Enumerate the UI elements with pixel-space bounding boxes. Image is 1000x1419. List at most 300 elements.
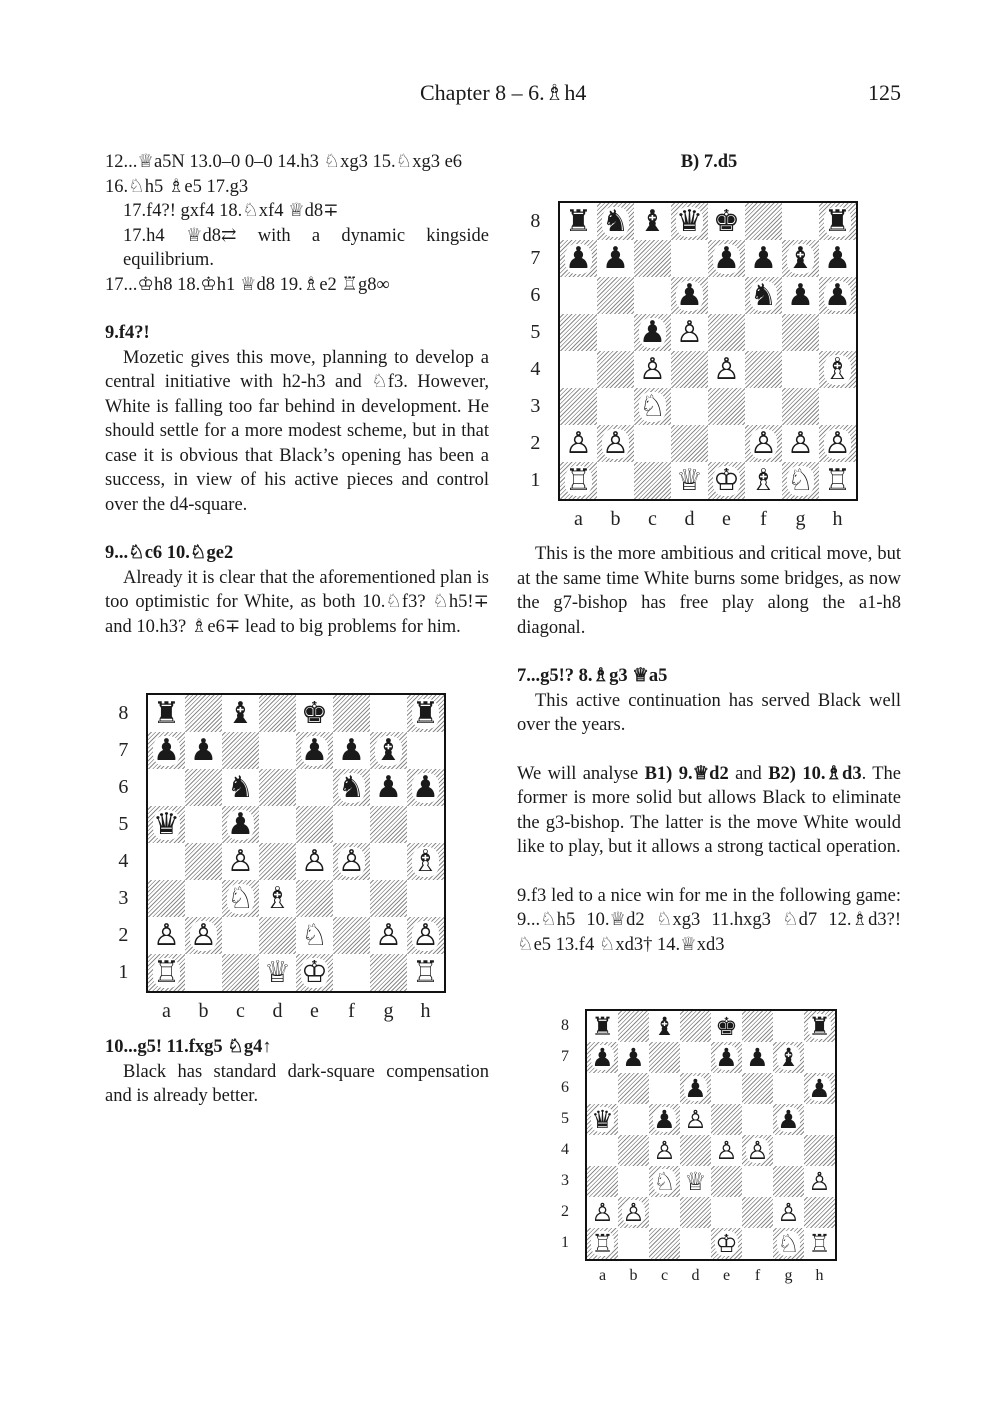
square-d3 bbox=[671, 388, 708, 425]
square-b8 bbox=[185, 695, 222, 732]
square-f4 bbox=[333, 843, 370, 880]
square-e1 bbox=[708, 462, 745, 499]
notation-line: 16.♘h5 ♗e5 17.g3 bbox=[105, 176, 249, 197]
square-e7 bbox=[711, 1042, 742, 1073]
file-label: e bbox=[310, 1000, 319, 1022]
square-b5 bbox=[618, 1104, 649, 1135]
chess-piece: ♞ bbox=[750, 277, 777, 313]
chess-piece: ♟ bbox=[375, 769, 402, 805]
square-e1 bbox=[711, 1228, 742, 1259]
square-d2 bbox=[680, 1197, 711, 1228]
square-h1 bbox=[819, 462, 856, 499]
chess-piece: ♙ bbox=[713, 351, 740, 387]
square-a1 bbox=[560, 462, 597, 499]
chess-piece: ♙ bbox=[622, 1198, 645, 1227]
chess-piece: ♟ bbox=[565, 240, 592, 276]
square-e6 bbox=[711, 1073, 742, 1104]
file-label: a bbox=[598, 1266, 607, 1284]
square-h8 bbox=[804, 1011, 835, 1042]
square-b2 bbox=[618, 1197, 649, 1228]
square-b3 bbox=[618, 1166, 649, 1197]
square-d8 bbox=[671, 203, 708, 240]
chess-piece: ♘ bbox=[227, 880, 254, 916]
square-b7 bbox=[597, 240, 634, 277]
file-label: d bbox=[684, 508, 695, 530]
square-h1 bbox=[407, 954, 444, 991]
square-f7 bbox=[745, 240, 782, 277]
square-c6 bbox=[649, 1073, 680, 1104]
square-a7 bbox=[148, 732, 185, 769]
chess-piece: ♜ bbox=[591, 1012, 614, 1041]
square-g5 bbox=[782, 314, 819, 351]
file-label: b bbox=[198, 1000, 209, 1022]
chess-piece: ♜ bbox=[808, 1012, 831, 1041]
chess-piece: ♖ bbox=[824, 462, 851, 498]
chess-piece: ♙ bbox=[639, 351, 666, 387]
square-g1 bbox=[782, 462, 819, 499]
rank-label: 7 bbox=[530, 247, 541, 269]
paragraph: This is the more ambitious and critical move, but at the same time White burns some bridges, as now the g7-bishop has free play along the a1-h8 diagonal. bbox=[517, 544, 901, 638]
square-a3 bbox=[587, 1166, 618, 1197]
rank-label: 2 bbox=[118, 924, 129, 946]
square-f6 bbox=[742, 1073, 773, 1104]
square-f8 bbox=[333, 695, 370, 732]
chess-piece: ♟ bbox=[591, 1043, 614, 1072]
chess-piece: ♖ bbox=[565, 462, 592, 498]
square-c3 bbox=[222, 880, 259, 917]
chess-piece: ♙ bbox=[777, 1198, 800, 1227]
square-g1 bbox=[370, 954, 407, 991]
square-f5 bbox=[745, 314, 782, 351]
square-e4 bbox=[711, 1135, 742, 1166]
square-c1 bbox=[222, 954, 259, 991]
square-h1 bbox=[804, 1228, 835, 1259]
square-g2 bbox=[370, 917, 407, 954]
square-f4 bbox=[745, 351, 782, 388]
square-c4 bbox=[634, 351, 671, 388]
paragraph-text: and bbox=[728, 763, 769, 784]
square-c2 bbox=[222, 917, 259, 954]
rank-label: 5 bbox=[118, 813, 129, 835]
square-g7 bbox=[370, 732, 407, 769]
square-h4 bbox=[804, 1135, 835, 1166]
chess-piece: ♙ bbox=[227, 843, 254, 879]
square-h4 bbox=[819, 351, 856, 388]
paragraph: This active continuation has served Black well over the years. bbox=[517, 690, 901, 735]
chess-piece: ♙ bbox=[190, 917, 217, 953]
square-d7 bbox=[671, 240, 708, 277]
square-a3 bbox=[560, 388, 597, 425]
square-f2 bbox=[745, 425, 782, 462]
square-a5 bbox=[148, 806, 185, 843]
chess-piece: ♝ bbox=[375, 732, 402, 768]
square-e1 bbox=[296, 954, 333, 991]
chess-board bbox=[558, 201, 858, 501]
square-h7 bbox=[804, 1042, 835, 1073]
square-c2 bbox=[634, 425, 671, 462]
square-h8 bbox=[407, 695, 444, 732]
rank-label: 6 bbox=[561, 1079, 570, 1097]
rank-label: 1 bbox=[561, 1234, 570, 1252]
square-g2 bbox=[782, 425, 819, 462]
rank-label: 6 bbox=[118, 776, 129, 798]
square-a8 bbox=[148, 695, 185, 732]
square-h6 bbox=[819, 277, 856, 314]
square-f7 bbox=[742, 1042, 773, 1073]
square-f8 bbox=[742, 1011, 773, 1042]
chess-piece: ♙ bbox=[301, 843, 328, 879]
square-b4 bbox=[597, 351, 634, 388]
square-d6 bbox=[259, 769, 296, 806]
square-e2 bbox=[296, 917, 333, 954]
square-e2 bbox=[708, 425, 745, 462]
notation-line: 17.h4 ♕d8⇄ with a dynamic kingside equilibrium. bbox=[123, 225, 489, 270]
chess-piece: ♝ bbox=[227, 695, 254, 731]
square-h5 bbox=[819, 314, 856, 351]
square-c6 bbox=[634, 277, 671, 314]
square-c8 bbox=[222, 695, 259, 732]
square-h2 bbox=[804, 1197, 835, 1228]
file-label: g bbox=[383, 1000, 394, 1022]
rank-label: 7 bbox=[118, 739, 129, 761]
chess-piece: ♟ bbox=[777, 1105, 800, 1134]
square-g3 bbox=[782, 388, 819, 425]
square-f3 bbox=[745, 388, 782, 425]
rank-label: 1 bbox=[118, 961, 129, 983]
square-c1 bbox=[649, 1228, 680, 1259]
square-d2 bbox=[259, 917, 296, 954]
chess-piece: ♗ bbox=[824, 351, 851, 387]
square-d4 bbox=[259, 843, 296, 880]
square-b8 bbox=[597, 203, 634, 240]
chess-piece: ♛ bbox=[676, 203, 703, 239]
square-b2 bbox=[597, 425, 634, 462]
square-e8 bbox=[711, 1011, 742, 1042]
square-f6 bbox=[745, 277, 782, 314]
square-b4 bbox=[185, 843, 222, 880]
file-label: a bbox=[162, 1000, 171, 1022]
square-f4 bbox=[742, 1135, 773, 1166]
square-g8 bbox=[370, 695, 407, 732]
square-b4 bbox=[618, 1135, 649, 1166]
chess-piece: ♟ bbox=[190, 732, 217, 768]
square-g4 bbox=[782, 351, 819, 388]
square-e4 bbox=[708, 351, 745, 388]
chess-piece: ♙ bbox=[591, 1198, 614, 1227]
square-g8 bbox=[773, 1011, 804, 1042]
chess-piece: ♝ bbox=[777, 1043, 800, 1072]
chess-piece: ♙ bbox=[824, 425, 851, 461]
chess-piece: ♔ bbox=[715, 1229, 738, 1258]
square-f1 bbox=[745, 462, 782, 499]
rank-label: 4 bbox=[118, 850, 129, 872]
file-label: g bbox=[784, 1266, 793, 1284]
square-d7 bbox=[259, 732, 296, 769]
file-label: b bbox=[629, 1266, 638, 1284]
rank-label: 2 bbox=[561, 1203, 570, 1221]
square-g1 bbox=[773, 1228, 804, 1259]
square-h6 bbox=[407, 769, 444, 806]
chess-piece: ♙ bbox=[750, 425, 777, 461]
rank-label: 1 bbox=[530, 469, 541, 491]
square-e3 bbox=[708, 388, 745, 425]
rank-label: 5 bbox=[530, 321, 541, 343]
square-d4 bbox=[671, 351, 708, 388]
rank-label: 3 bbox=[118, 887, 129, 909]
square-b7 bbox=[618, 1042, 649, 1073]
chess-piece: ♝ bbox=[639, 203, 666, 239]
square-g7 bbox=[782, 240, 819, 277]
chess-piece: ♔ bbox=[301, 954, 328, 990]
square-f2 bbox=[333, 917, 370, 954]
variation-link-b2: B2) 10.♗d3 bbox=[768, 763, 862, 784]
square-f3 bbox=[333, 880, 370, 917]
chess-piece: ♖ bbox=[591, 1229, 614, 1258]
rank-label: 5 bbox=[561, 1110, 570, 1128]
square-d2 bbox=[671, 425, 708, 462]
chess-piece: ♜ bbox=[565, 203, 592, 239]
square-e5 bbox=[296, 806, 333, 843]
square-d6 bbox=[671, 277, 708, 314]
chess-piece: ♘ bbox=[777, 1229, 800, 1258]
chess-piece: ♘ bbox=[639, 388, 666, 424]
square-e8 bbox=[708, 203, 745, 240]
square-h4 bbox=[407, 843, 444, 880]
square-g6 bbox=[773, 1073, 804, 1104]
chess-piece: ♞ bbox=[602, 203, 629, 239]
square-f6 bbox=[333, 769, 370, 806]
chess-piece: ♖ bbox=[153, 954, 180, 990]
chess-piece: ♕ bbox=[684, 1167, 707, 1196]
file-label: h bbox=[832, 508, 843, 530]
chess-piece: ♙ bbox=[375, 917, 402, 953]
square-g3 bbox=[370, 880, 407, 917]
left-column bbox=[105, 150, 489, 639]
chess-piece: ♜ bbox=[412, 695, 439, 731]
file-label: c bbox=[648, 508, 657, 530]
chess-piece: ♙ bbox=[565, 425, 592, 461]
chess-piece: ♙ bbox=[153, 917, 180, 953]
square-e5 bbox=[711, 1104, 742, 1135]
left-column-bottom bbox=[105, 1035, 489, 1109]
square-d6 bbox=[680, 1073, 711, 1104]
notation-line: 17...♔h8 18.♔h1 ♕d8 19.♗e2 ♖g8∞ bbox=[105, 274, 390, 295]
chess-board bbox=[585, 1009, 837, 1261]
square-a7 bbox=[560, 240, 597, 277]
square-d5 bbox=[259, 806, 296, 843]
square-c4 bbox=[649, 1135, 680, 1166]
move-heading: 9...♘c6 10.♘ge2 bbox=[105, 543, 234, 563]
square-a6 bbox=[587, 1073, 618, 1104]
file-label: c bbox=[236, 1000, 245, 1022]
rank-label: 3 bbox=[530, 395, 541, 417]
rank-label: 8 bbox=[118, 702, 129, 724]
square-h8 bbox=[819, 203, 856, 240]
chess-piece: ♟ bbox=[412, 769, 439, 805]
chess-piece: ♙ bbox=[684, 1105, 707, 1134]
square-h7 bbox=[407, 732, 444, 769]
rank-label: 6 bbox=[530, 284, 541, 306]
chess-piece: ♟ bbox=[227, 806, 254, 842]
file-label: b bbox=[610, 508, 621, 530]
square-c1 bbox=[634, 462, 671, 499]
square-g8 bbox=[782, 203, 819, 240]
chess-piece: ♘ bbox=[653, 1167, 676, 1196]
square-b7 bbox=[185, 732, 222, 769]
section-heading: B) 7.d5 bbox=[680, 152, 738, 172]
file-label: e bbox=[722, 1266, 731, 1284]
square-c8 bbox=[649, 1011, 680, 1042]
square-d4 bbox=[680, 1135, 711, 1166]
chess-piece: ♗ bbox=[750, 462, 777, 498]
chess-piece: ♜ bbox=[824, 203, 851, 239]
square-h5 bbox=[407, 806, 444, 843]
square-a4 bbox=[148, 843, 185, 880]
square-g5 bbox=[773, 1104, 804, 1135]
square-h5 bbox=[804, 1104, 835, 1135]
file-label: h bbox=[815, 1266, 824, 1284]
chess-piece: ♔ bbox=[713, 462, 740, 498]
square-g6 bbox=[782, 277, 819, 314]
chess-piece: ♙ bbox=[338, 843, 365, 879]
page-number: 125 bbox=[868, 80, 901, 105]
square-a1 bbox=[148, 954, 185, 991]
chess-piece: ♟ bbox=[746, 1043, 769, 1072]
square-d8 bbox=[680, 1011, 711, 1042]
notation-line: 17.f4?! gxf4 18.♘xf4 ♕d8∓ bbox=[123, 201, 339, 221]
square-g4 bbox=[773, 1135, 804, 1166]
file-label: f bbox=[348, 1000, 355, 1022]
square-b6 bbox=[185, 769, 222, 806]
square-f3 bbox=[742, 1166, 773, 1197]
chess-piece: ♛ bbox=[591, 1105, 614, 1134]
file-label: e bbox=[722, 508, 731, 530]
square-b6 bbox=[618, 1073, 649, 1104]
square-e2 bbox=[711, 1197, 742, 1228]
chess-piece: ♙ bbox=[602, 425, 629, 461]
square-b5 bbox=[185, 806, 222, 843]
chess-piece: ♟ bbox=[301, 732, 328, 768]
square-e5 bbox=[708, 314, 745, 351]
chess-piece: ♟ bbox=[676, 277, 703, 313]
square-g2 bbox=[773, 1197, 804, 1228]
square-d1 bbox=[259, 954, 296, 991]
square-h6 bbox=[804, 1073, 835, 1104]
chess-piece: ♝ bbox=[653, 1012, 676, 1041]
chess-piece: ♟ bbox=[622, 1043, 645, 1072]
square-d1 bbox=[680, 1228, 711, 1259]
paragraph: Already it is clear that the aforementioned plan is too optimistic for White, as both 10.♘f3? ♘h5!∓ and 10.h3? ♗e6∓ lead to big problems for him. bbox=[105, 567, 489, 637]
square-b2 bbox=[185, 917, 222, 954]
square-b6 bbox=[597, 277, 634, 314]
square-d8 bbox=[259, 695, 296, 732]
square-f1 bbox=[333, 954, 370, 991]
move-heading: 7...g5!? 8.♗g3 ♕a5 bbox=[517, 666, 668, 686]
square-d7 bbox=[680, 1042, 711, 1073]
move-heading: 9.f4?! bbox=[105, 323, 150, 343]
square-d3 bbox=[680, 1166, 711, 1197]
square-b5 bbox=[597, 314, 634, 351]
square-f2 bbox=[742, 1197, 773, 1228]
square-b1 bbox=[597, 462, 634, 499]
square-a5 bbox=[587, 1104, 618, 1135]
square-c6 bbox=[222, 769, 259, 806]
square-a2 bbox=[587, 1197, 618, 1228]
square-c3 bbox=[649, 1166, 680, 1197]
square-a3 bbox=[148, 880, 185, 917]
rank-label: 3 bbox=[561, 1172, 570, 1190]
square-c3 bbox=[634, 388, 671, 425]
square-d5 bbox=[671, 314, 708, 351]
move-heading: 10...g5! 11.fxg5 ♘g4↑ bbox=[105, 1037, 272, 1057]
square-h3 bbox=[407, 880, 444, 917]
square-a7 bbox=[587, 1042, 618, 1073]
square-e8 bbox=[296, 695, 333, 732]
chess-piece: ♙ bbox=[787, 425, 814, 461]
square-a6 bbox=[560, 277, 597, 314]
chess-piece: ♞ bbox=[227, 769, 254, 805]
chess-piece: ♙ bbox=[412, 917, 439, 953]
chess-piece: ♗ bbox=[412, 843, 439, 879]
square-h2 bbox=[819, 425, 856, 462]
chess-piece: ♕ bbox=[264, 954, 291, 990]
square-b1 bbox=[185, 954, 222, 991]
rank-label: 4 bbox=[530, 358, 541, 380]
square-d1 bbox=[671, 462, 708, 499]
chess-piece: ♛ bbox=[153, 806, 180, 842]
square-c7 bbox=[634, 240, 671, 277]
chess-piece: ♟ bbox=[639, 314, 666, 350]
square-f5 bbox=[742, 1104, 773, 1135]
square-g3 bbox=[773, 1166, 804, 1197]
square-a2 bbox=[560, 425, 597, 462]
file-label: d bbox=[691, 1266, 700, 1284]
paragraph bbox=[517, 762, 901, 860]
chess-piece: ♟ bbox=[750, 240, 777, 276]
variation-link-b1: B1) 9.♕d2 bbox=[644, 763, 729, 784]
chess-piece: ♟ bbox=[653, 1105, 676, 1134]
chess-piece: ♟ bbox=[787, 277, 814, 313]
file-label: f bbox=[754, 1266, 761, 1284]
square-a8 bbox=[587, 1011, 618, 1042]
chess-piece: ♕ bbox=[676, 462, 703, 498]
square-c5 bbox=[634, 314, 671, 351]
square-d3 bbox=[259, 880, 296, 917]
square-h3 bbox=[804, 1166, 835, 1197]
square-e3 bbox=[296, 880, 333, 917]
square-a6 bbox=[148, 769, 185, 806]
square-e6 bbox=[296, 769, 333, 806]
chess-piece: ♟ bbox=[713, 240, 740, 276]
square-e7 bbox=[708, 240, 745, 277]
chess-piece: ♟ bbox=[153, 732, 180, 768]
rank-label: 8 bbox=[530, 210, 541, 232]
chess-piece: ♗ bbox=[264, 880, 291, 916]
chess-piece: ♚ bbox=[715, 1012, 738, 1041]
square-f7 bbox=[333, 732, 370, 769]
square-c8 bbox=[634, 203, 671, 240]
chess-piece: ♟ bbox=[338, 732, 365, 768]
square-b8 bbox=[618, 1011, 649, 1042]
rank-label: 4 bbox=[561, 1141, 570, 1159]
file-label: f bbox=[760, 508, 767, 530]
square-f1 bbox=[742, 1228, 773, 1259]
chess-piece: ♟ bbox=[684, 1074, 707, 1103]
square-h7 bbox=[819, 240, 856, 277]
square-a4 bbox=[587, 1135, 618, 1166]
square-e6 bbox=[708, 277, 745, 314]
square-b3 bbox=[185, 880, 222, 917]
